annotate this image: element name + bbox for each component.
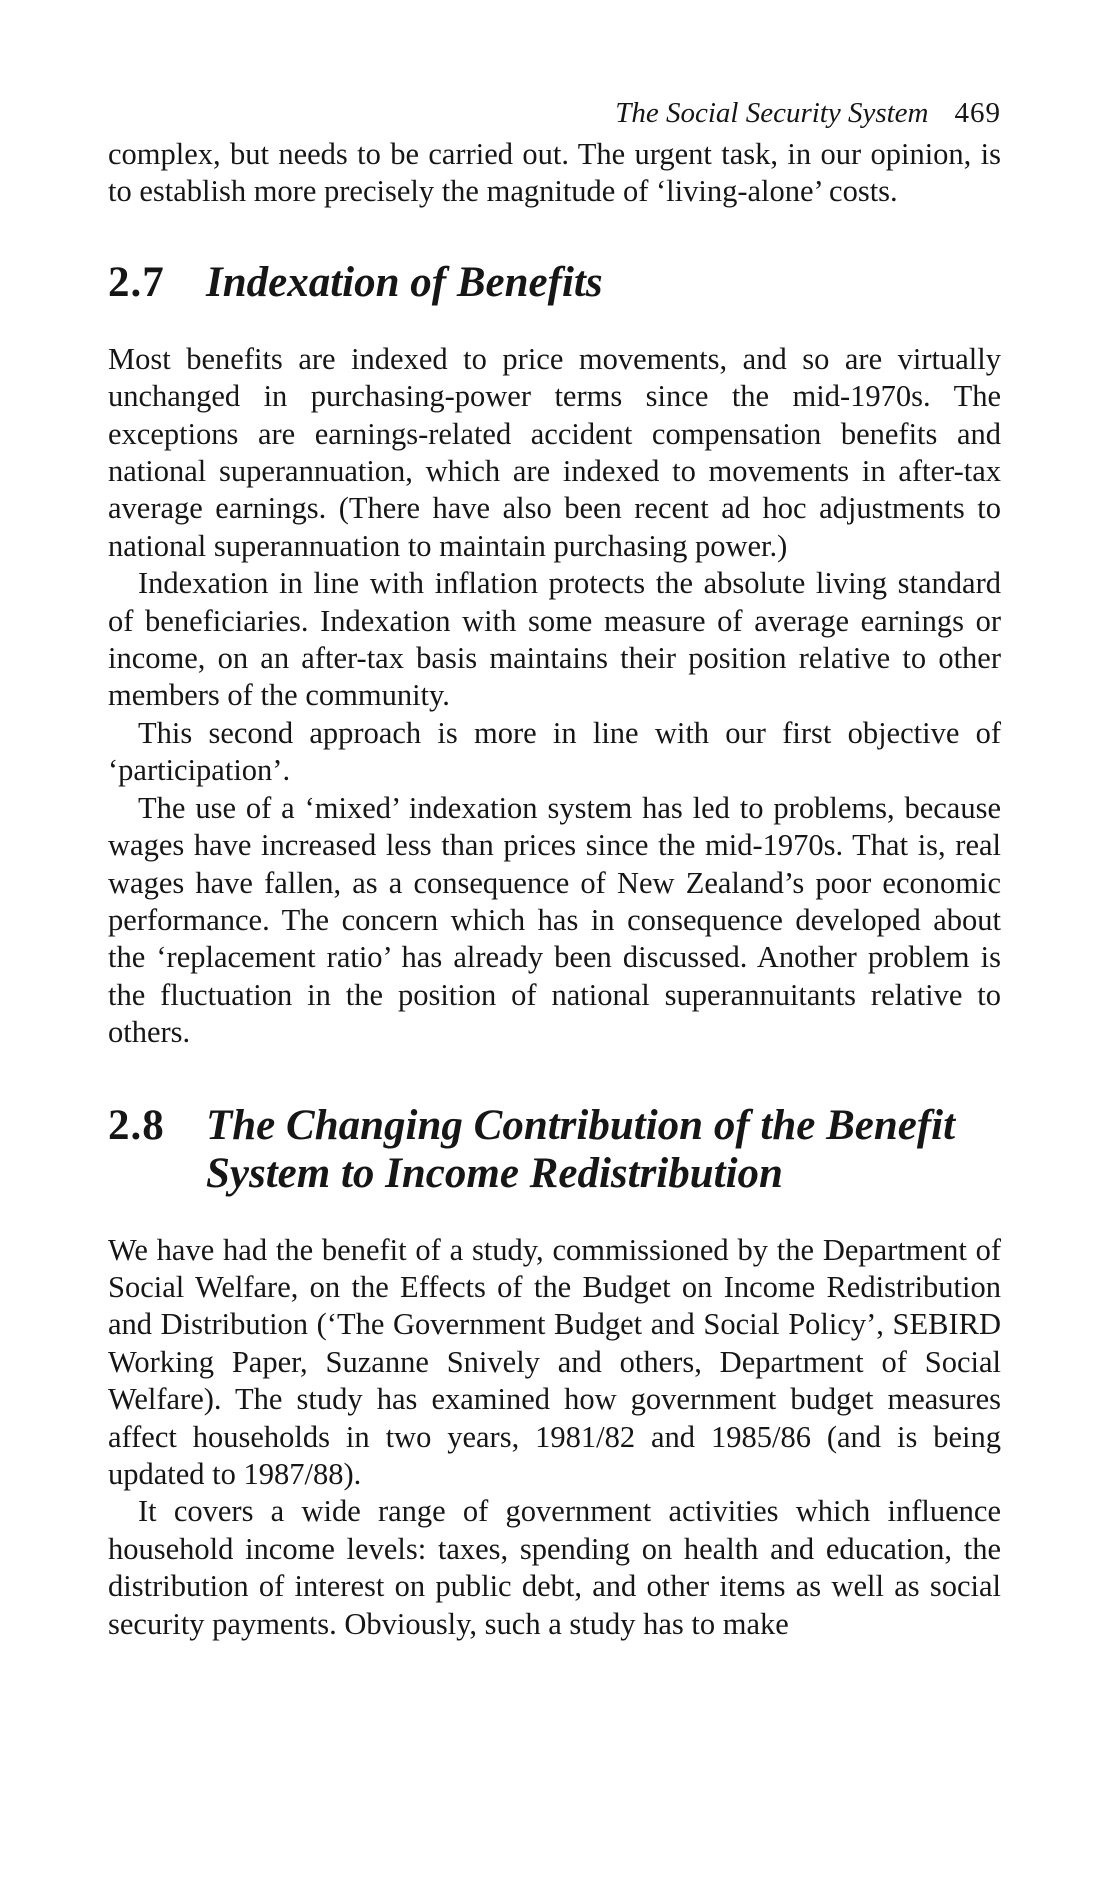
section-number: 2.8	[108, 1101, 165, 1149]
section-number: 2.7	[108, 258, 165, 306]
body-paragraph: Indexation in line with inflation protects the absolute living standard of beneficiaries. Indexation with some measure of average earnings or income, on an after-tax basis maintains their position relative to other members of the community.	[108, 566, 1001, 713]
intro-paragraph: complex, but needs to be carried out. The urgent task, in our opinion, is to establish more precisely the magnitude of ‘living-alone’ costs.	[108, 137, 1001, 209]
section-body-2-7	[108, 341, 1001, 1052]
body-paragraph: We have had the benefit of a study, commissioned by the Department of Social Welfare, on the Effects of the Budget on Income Redistribution and Distribution (‘The Government Budget and Social Policy’, SEBIRD Working Paper, Suzanne Snively and others, Department of Social Welfare). The study has examined how government budget measures affect households in two years, 1981/82 and 1985/86 (and is being updated to 1987/88).	[108, 1232, 1001, 1491]
section-title	[206, 1102, 986, 1198]
body-paragraph: The use of a ‘mixed’ indexation system has led to problems, because wages have increased less than prices since the mid-1970s. That is, real wages have fallen, as a consequence of New Zealand’s poor economic performance. The concern which has in consequence developed about the ‘replacement ratio’ has already been discussed. Another problem is the fluctuation in the position of national superannuitants relative to others.	[108, 790, 1001, 1050]
body-paragraph: This second approach is more in line with our first objective of ‘participation’.	[108, 715, 1001, 788]
section-title-line: System to Income Redistribution	[206, 1149, 783, 1197]
body-paragraph: It covers a wide range of government activities which influence household income levels: taxes, spending on health and education, the distribution of interest on public debt, and other items as well as social security payments. Obviously, such a study has to make	[108, 1494, 1001, 1641]
section-title: Indexation of Benefits	[206, 258, 603, 306]
section-title-line: The Changing Contribution of the Benefit	[206, 1101, 956, 1149]
section-body-2-8	[108, 1232, 1001, 1643]
running-header	[108, 96, 1001, 130]
body-paragraph: Most benefits are indexed to price movements, and so are virtually unchanged in purchasing-power terms since the mid-1970s. The exceptions are earnings-related accident compensation benefits and national superannuation, which are indexed to movements in after-tax average earnings. (There have also been recent ad hoc adjustments to national superannuation to maintain purchasing power.)	[108, 341, 1001, 563]
section-heading-2-7	[108, 259, 1001, 307]
running-title: The Social Security System	[615, 97, 929, 129]
book-page	[108, 96, 1001, 1643]
page-number: 469	[954, 97, 1001, 129]
section-heading-2-8	[108, 1102, 1001, 1198]
